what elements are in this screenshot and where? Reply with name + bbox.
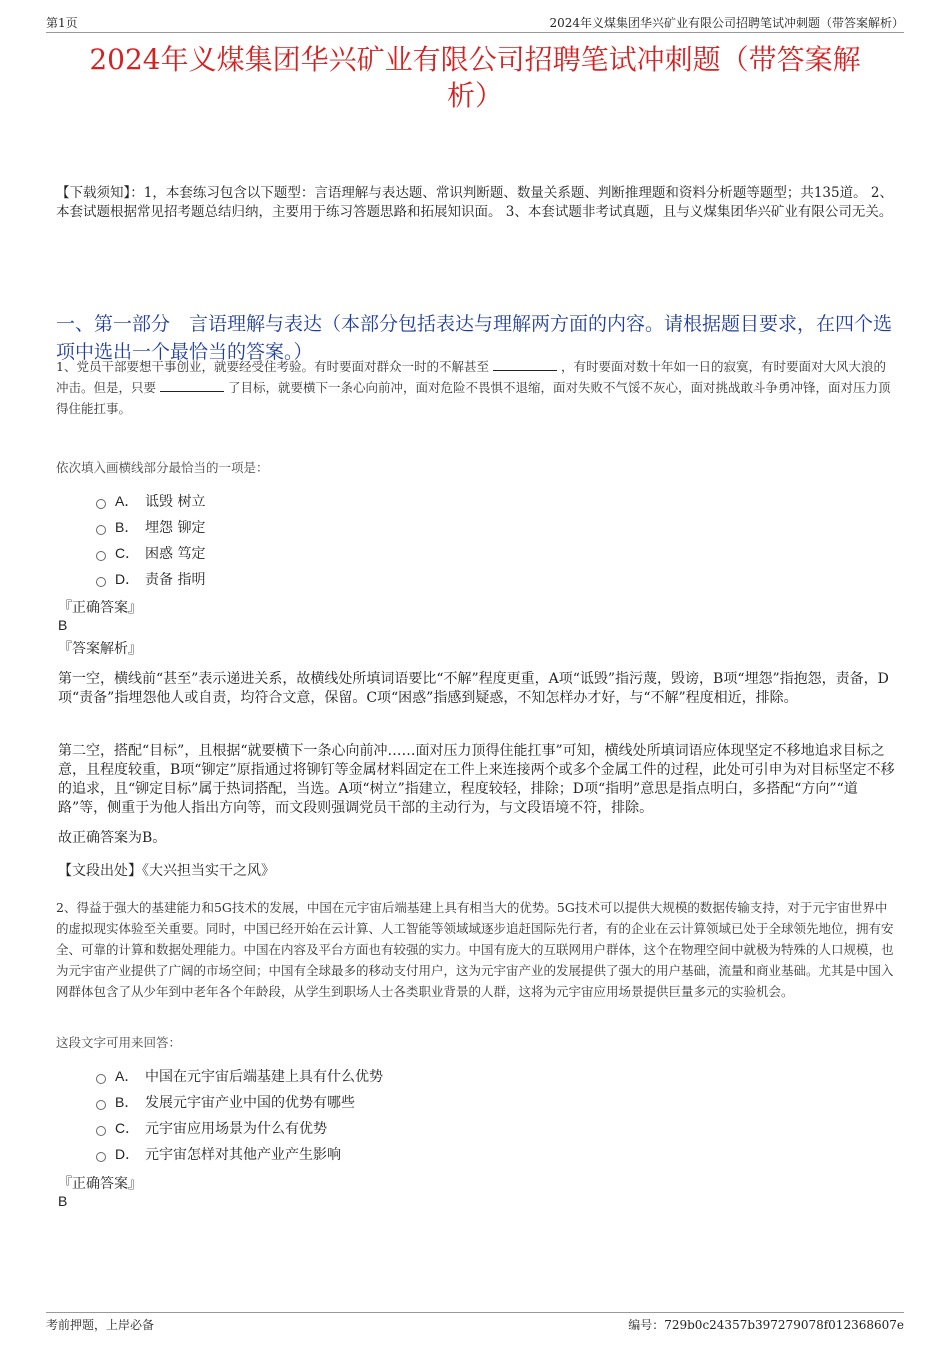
- option-text: 埋怨 铆定: [145, 520, 206, 536]
- question-1-text-b: ，有时要面对数十年如一日的寂寞，有时要面对大风大浪的冲击。但是，只要: [56, 359, 886, 395]
- option-text: 诋毁 树立: [145, 494, 206, 510]
- footer-serial: 编号：729b0c24357b397279078f012368607e: [628, 1318, 904, 1332]
- answer-blank-2: [160, 380, 224, 392]
- page-header: [46, 14, 904, 33]
- question-1-options: [96, 488, 205, 592]
- title-line-2: 析）: [446, 79, 503, 112]
- option-text: 元宇宙应用场景为什么有优势: [145, 1121, 327, 1137]
- answer-blank-1: [493, 359, 557, 371]
- analysis-paragraph-1: 第一空，横线前“甚至”表示递进关系，故横线处所填词语要比“不解”程度更重，A项“诋毁”指污蔑，毁谤，B项“埋怨”指抱怨，责备，D项“责备”指埋怨他人或自责，均符合文意，保留。C项“困惑”指感到疑惑，不知怎样办才好，与“不解”程度相近，排除。: [58, 671, 889, 706]
- question-1-text: [56, 356, 898, 419]
- option-letter: B．: [115, 519, 139, 535]
- radio-icon[interactable]: [96, 1100, 106, 1110]
- question-1-text-a: 1、党员干部要想干事创业，就要经受住考验。有时要面对群众一时的不解甚至: [56, 359, 489, 374]
- option-letter: D．: [115, 571, 140, 587]
- document-title: [46, 42, 904, 114]
- answer-label: 『正确答案』: [58, 1176, 142, 1192]
- analysis-label: 『答案解析』: [58, 641, 142, 657]
- radio-icon[interactable]: [96, 1074, 106, 1084]
- footer-slogan: 考前押题，上岸必备: [46, 1318, 155, 1332]
- page-number: 第1页: [46, 16, 78, 30]
- question-2-prompt: 这段文字可用来回答：: [56, 1035, 182, 1050]
- section-heading: 一、第一部分 言语理解与表达（本部分包括表达与理解两方面的内容。请根据题目要求，在四个选项中选出一个最恰当的答案。）: [56, 313, 893, 363]
- radio-icon[interactable]: [96, 551, 106, 561]
- title-line-1: 2024年义煤集团华兴矿业有限公司招聘笔试冲刺题（带答案解: [89, 43, 861, 76]
- option-text: 元宇宙怎样对其他产业产生影响: [145, 1147, 341, 1163]
- option-text: 发展元宇宙产业中国的优势有哪些: [145, 1095, 355, 1111]
- question-1-text-c: 了目标，就要横下一条心向前冲，面对危险不畏惧不退缩，面对失败不气馁不灰心，面对挑战敢斗争勇冲锋，面对压力顶得住能扛事。: [56, 380, 891, 416]
- header-doc-title: 2024年义煤集团华兴矿业有限公司招聘笔试冲刺题（带答案解析）: [549, 16, 904, 30]
- option-text: 中国在元宇宙后端基建上具有什么优势: [145, 1069, 383, 1085]
- radio-icon[interactable]: [96, 577, 106, 587]
- question-2-text: 2、得益于强大的基建能力和5G技术的发展，中国在元宇宙后端基建上具有相当大的优势。5G技术可以提供大规模的数据传输支持，对于元宇宙世界中的虚拟现实体验至关重要。同时，中国已经开始在云计算、人工智能等领域域逐步追赶国际先行者，有的企业在云计算领域已处于全球领先地位，拥有安全、可靠的计算和数据处理能力。中国在内容及平台方面也有较强的实力。中国有庞大的互联网用户群体，这个在物理空间中就极为特殊的人口规模，也为元宇宙产业提供了广阔的市场空间；中国有全球最多的移动支付用户，这为元宇宙产业的发展提供了强大的用户基础，流量和商业基础。尤其是中国入网群体包含了从少年到中老年各个年龄段，从学生到职场人士各类职业背景的人群，这将为元宇宙应用场景提供巨量多元的实验机会。: [56, 900, 894, 999]
- passage-source: 【文段出处】《大兴担当实干之风》: [58, 863, 275, 879]
- radio-icon[interactable]: [96, 1152, 106, 1162]
- page-footer: [46, 1312, 904, 1332]
- option-c[interactable]: [96, 540, 205, 566]
- option-text: 责备 指明: [145, 572, 206, 588]
- option-text: 困惑 笃定: [145, 546, 206, 562]
- correct-answer: B: [58, 617, 68, 633]
- radio-icon[interactable]: [96, 499, 106, 509]
- radio-icon[interactable]: [96, 525, 106, 535]
- option-letter: A．: [115, 1068, 139, 1084]
- option-c[interactable]: [96, 1115, 383, 1141]
- analysis-conclusion: 故正确答案为B。: [58, 830, 167, 846]
- option-a[interactable]: [96, 488, 205, 514]
- option-letter: C．: [115, 1120, 140, 1136]
- question-2-options: [96, 1063, 383, 1167]
- download-notice: 【下载须知】：1，本套练习包含以下题型：言语理解与表达题、常识判断题、数量关系题、判断推理题和资料分析题等题型；共135道。 2、本套试题根据常见招考题总结归纳，主要用于练习答题思路和拓展知识面。 3、本套试题非考试真题，且与义煤集团华兴矿业有限公司无关。: [56, 185, 893, 220]
- option-letter: B．: [115, 1094, 139, 1110]
- analysis-paragraph-2: 第二空，搭配“目标”，且根据“就要横下一条心向前冲……面对压力顶得住能扛事”可知，横线处所填词语应体现坚定不移地追求目标之意，且程度较重，B项“铆定”原指通过将铆钉等金属材料固定在工件上来连接两个或多个金属工件的过程，此处可引申为对目标坚定不移的追求，且“铆定目标”属于热词搭配，当选。A项“树立”指建立，程度较轻，排除；D项“指明”意思是指点明白，多搭配“方向”“道路”等，侧重于为他人指出方向等，而文段则强调党员干部的主动行为，与文段语境不符，排除。: [58, 743, 895, 816]
- option-letter: D．: [115, 1146, 140, 1162]
- answer-label: 『正确答案』: [58, 600, 142, 616]
- option-a[interactable]: [96, 1063, 383, 1089]
- option-letter: A．: [115, 493, 139, 509]
- correct-answer: B: [58, 1193, 68, 1209]
- radio-icon[interactable]: [96, 1126, 106, 1136]
- option-b[interactable]: [96, 1089, 383, 1115]
- question-1-prompt: 依次填入画横线部分最恰当的一项是：: [56, 460, 269, 475]
- option-d[interactable]: [96, 1141, 383, 1167]
- option-d[interactable]: [96, 566, 205, 592]
- option-b[interactable]: [96, 514, 205, 540]
- option-letter: C．: [115, 545, 140, 561]
